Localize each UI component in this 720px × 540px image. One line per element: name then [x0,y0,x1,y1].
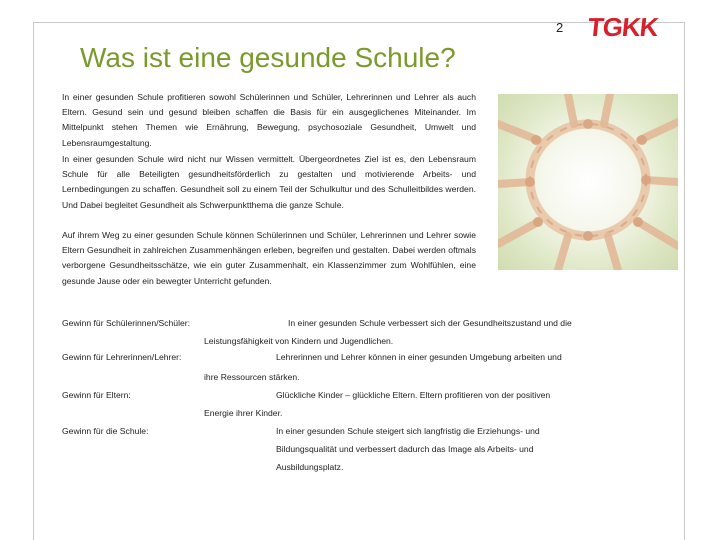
logo-text: TGKK [586,12,660,42]
gain-text-continued: Bildungsqualität und verbessert dadurch das Image als Arbeits- und [276,444,534,454]
gain-row-school [62,426,662,486]
circle-of-hands-image [498,94,678,270]
gain-text: Glückliche Kinder – glückliche Eltern. Eltern profitieren von der positiven [276,390,551,400]
gain-text-continued: Ausbildungsplatz. [276,462,344,472]
paragraph-path: Auf ihrem Weg zu einer gesunden Schule können Schülerinnen und Schüler, Lehrerinnen und Lehrer sowie Eltern Gesundheit in zahlreichen Zusammenhängen erleben, begreifen und gestalten. Dabei werden oftmals verborgene Gesundheitsschätze, wie ein guter Zusammenhalt, ein Klassenzimmer zum Wohlfühlen, eine gesunde Jause oder ein bewegter Unterricht gefunden. [62,230,476,286]
gain-text-continued: Energie ihrer Kinder. [204,408,283,418]
gain-label: Gewinn für Lehrerinnen/Lehrer: [62,352,182,362]
gain-text-continued: Leistungsfähigkeit von Kindern und Jugendlichen. [204,336,394,346]
paragraph-intro: In einer gesunden Schule profitieren sowohl Schülerinnen und Schüler, Lehrerinnen und Lehrer als auch Eltern. Gesund sein und gesund bleiben schaffen die Basis für ein ausgeglichenes Miteinander. Im Mittelpunkt stehen Themen wie Ernährung, Bewegung, psychosoziale Gesundheit, Umwelt und Lebensraumgestaltung. [62,92,476,148]
page-number: 2 [556,20,564,35]
paragraph-goal: In einer gesunden Schule wird nicht nur Wissen vermittelt. Übergeordnetes Ziel ist es, den Lebensraum Schule für alle Beteiligten gesundheitsförderlich zu gestalten und motivierende Arbeits- und Lernbedingungen zu schaffen. Gesundheit soll zu einem Teil der Schulkultur und des Schulleitbildes werden. Und Dabei begleitet Gesundheit als Schwerpunktthema die ganze Schule. [62,154,476,210]
gain-text: Lehrerinnen und Lehrer können in einer gesunden Umgebung arbeiten und [276,352,562,362]
page-title: Was ist eine gesunde Schule? [80,42,456,73]
gain-text-continued: ihre Ressourcen stärken. [204,372,300,382]
circle-of-hands-icon [498,94,678,270]
gain-text: In einer gesunden Schule verbessert sich der Gesundheitszustand und die [288,318,572,328]
gain-label: Gewinn für Eltern: [62,390,131,400]
gain-label: Gewinn für die Schule: [62,426,149,436]
gain-text: In einer gesunden Schule steigert sich langfristig die Erziehungs- und [276,426,540,436]
tgkk-logo [588,14,658,40]
gain-label: Gewinn für Schülerinnen/Schüler: [62,318,191,328]
